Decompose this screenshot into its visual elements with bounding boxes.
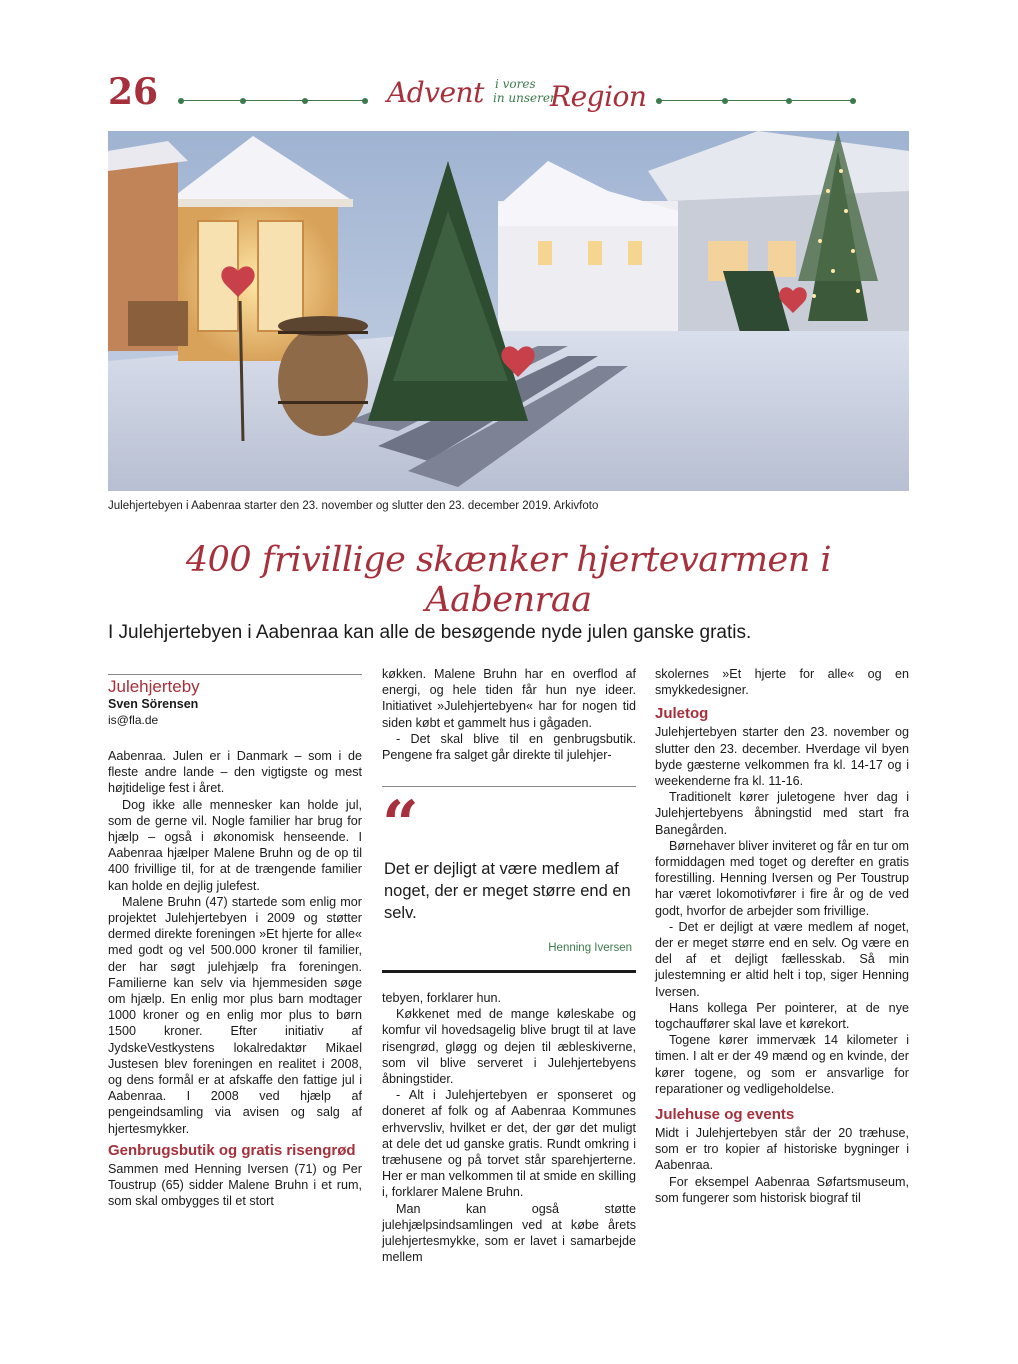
author-email[interactable]: is@fla.de	[108, 713, 159, 727]
paragraph: - Det skal blive til en genbrugsbutik. Pengene fra salget går direkte til julehjer-	[382, 731, 636, 763]
masthead-word-region: Region	[550, 80, 647, 113]
pull-quote-source: Henning Iversen	[548, 942, 632, 954]
article-kicker: Julehjerteby	[108, 677, 200, 696]
paragraph: - Alt i Julehjertebyen er sponseret og doneret af folk og af Aabenraa Kommunes erhvervsliv, hvilket er det, der gør det muligt at dele det ud ganske gratis. Rundt omkring i træhusene og på torvet står sparehjerterne. Her er man velkommen til at smide en skilling i, forklarer Malene Bruhn.	[382, 1088, 636, 1200]
paragraph: tebyen, forklarer hun.	[382, 991, 502, 1005]
photo-christmas-town	[108, 131, 909, 491]
masthead-logo	[385, 70, 647, 120]
paragraph: Hans kollega Per pointerer, at de nye togchauffører skal lave et kørekort.	[655, 1000, 909, 1032]
photo-illustration	[108, 131, 909, 491]
paragraph: Sammen med Henning Iversen (71) og Per Toustrup (65) sidder Malene Bruhn i et rum, som skal ombygges til et stort	[108, 1161, 362, 1209]
article-headline: 400 frivillige skænker hjertevarmen i Aabenraa	[185, 540, 832, 620]
section-heading: Juletog	[655, 705, 709, 723]
paragraph: For eksempel Aabenraa Søfartsmuseum, som fungerer som historisk biograf til	[655, 1174, 909, 1205]
paragraph: - Det er dejligt at være medlem af noget, der er meget større end en selv. Og være en del af et dejligt fællesskab. Så min julestemning er altid helt i top, siger Henning Iversen.	[655, 919, 909, 999]
paragraph: Man kan også støtte julehjælpsindsamlingen ved at købe årets julehjertesmykke, som er lavet i samarbejde mellem	[382, 1201, 636, 1265]
quote-rule-bottom	[382, 970, 636, 973]
quote-mark-icon: “	[382, 787, 419, 862]
page-number: 26	[108, 71, 159, 113]
article-column-2-top	[382, 666, 636, 763]
quote-rule-top	[382, 786, 636, 787]
kicker-rule	[108, 674, 362, 675]
article-column-3	[655, 666, 909, 1206]
paragraph: Aabenraa. Julen er i Danmark – som i de fleste andre lande – den vigtigste og mest højtidelige fest i året.	[108, 749, 362, 796]
paragraph: Dog ikke alle mennesker kan holde jul, som de gerne vil. Nogle familier har brug for hjælp – også i økonomisk henseende. I Aabenraa hjælper Malene Bruhn og de op til 400 frivillige til, for at de trængende familier kan holde en dejlig julefest.	[108, 797, 362, 893]
paragraph: Midt i Julehjertebyen står der 20 træhuse, som er tro kopier af historiske bygninger i Aabenraa.	[655, 1126, 909, 1173]
paragraph: skolernes »Et hjerte for alle« og en smykkedesigner.	[655, 667, 909, 698]
header-ornament-right	[656, 98, 856, 104]
section-heading: Julehuse og events	[655, 1106, 795, 1124]
paragraph: køkken. Malene Bruhn har en overflod af energi, og hele tiden får hun nye ideer. Initiativet »Julehjertebyen« har for nogen tid siden købt et gammelt hus i gågaden.	[382, 667, 636, 730]
section-heading: Genbrugsbutik og gratis risengrød	[108, 1141, 356, 1159]
article-subheadline: I Julehjertebyen i Aabenraa kan alle de besøgende nyde julen ganske gratis.	[108, 622, 752, 643]
article-column-1	[108, 748, 362, 1209]
pull-quote: Det er dejligt at være medlem af noget, der er meget større end en selv.	[384, 860, 631, 922]
paragraph: Malene Bruhn (47) startede som enlig mor projektet Julehjertebyen i 2009 og støtter dermed direkte foreningen »Et hjerte for alle« med godt og vel 500.000 kroner til familier, der har søgt julehjælp fra foreningen. Familierne kan selv via hjemmesiden søge om hjælp. En enlig mor plus barn modtager 1000 kroner og en enlig mor plus to børn 1500 kroner. Efter initiativ af JydskeVestkystens lokalredaktør Mikael Justesen blev foreningen en realitet i 2008, og dens formål er at afskaffe den fattige jul i Aabenraa. I 2008 ved hjælp af pengeindsamling via avisen og salg af hjertesmykker.	[108, 894, 362, 1136]
paragraph: Togene kører immervæk 14 kilometer i timen. I alt er der 49 mænd og en kvinde, der kører togene, og som er ansvarlige for reparationer og vedligeholdelse.	[655, 1033, 909, 1096]
article-column-2-bottom	[382, 990, 636, 1265]
masthead-small-1: i vores	[495, 77, 536, 91]
header-ornament-left	[178, 98, 368, 104]
photo-caption: Julehjertebyen i Aabenraa starter den 23. november og slutter den 23. december 2019. Arkivfoto	[108, 500, 599, 512]
author-name: Sven Sörensen	[108, 697, 199, 711]
masthead-small-2: in unserer	[493, 91, 556, 105]
paragraph: Køkkenet med de mange køleskabe og komfur vil hovedsagelig blive brugt til at lave risengrød, gløgg og dejen til æbleskiverne, som vil blive serveret i Julehjertebyens åbningstider.	[382, 1007, 636, 1087]
masthead-word-advent: Advent	[387, 76, 484, 109]
paragraph: Julehjertebyen starter den 23. november og slutter den 23. december. Hverdage vil byen byde gæsterne velkommen fra kl. 14-17 og i weekenderne fra kl. 11-16.	[655, 725, 909, 789]
paragraph: Traditionelt kører juletogene hver dag i Julehjertebyens åbningstid med start fra Banegården.	[655, 790, 909, 837]
paragraph: Børnehaver bliver inviteret og får en tur om formiddagen med toget og derefter en gratis forestilling. Henning Iversen og Per Toustrup har været lokomotivfører i fire år og de ved godt, hvorfor de arbejder som frivillige.	[655, 838, 909, 918]
